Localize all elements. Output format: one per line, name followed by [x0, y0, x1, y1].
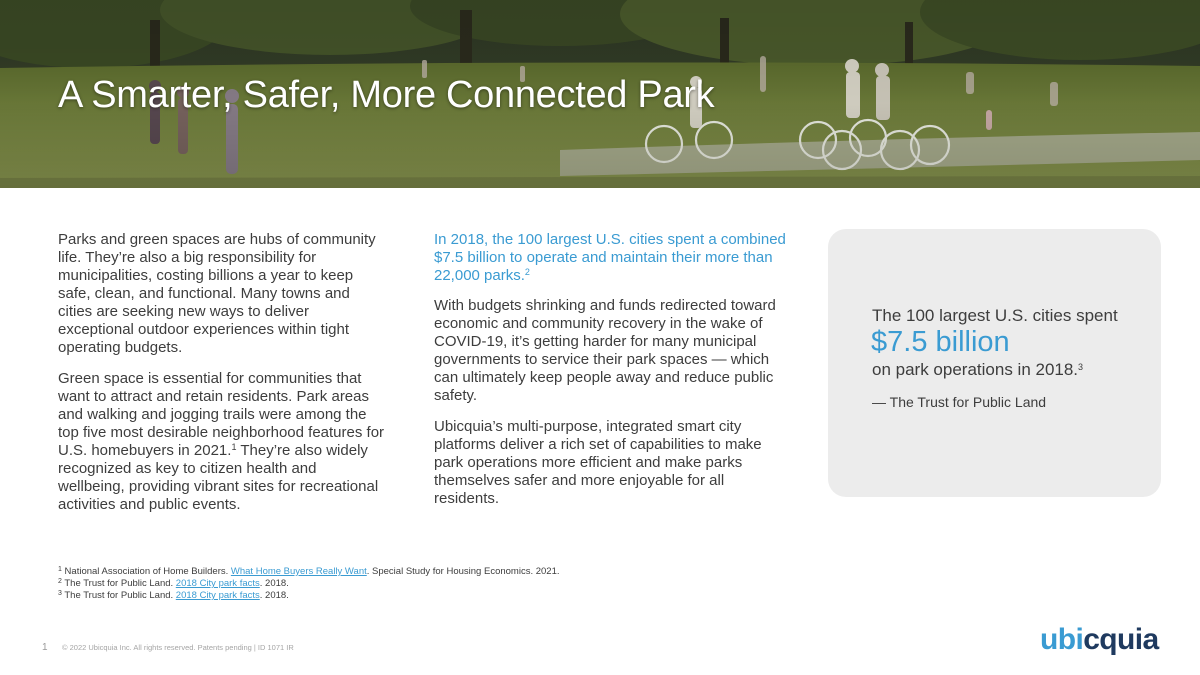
footnote-3	[58, 590, 289, 601]
platform-paragraph: Ubicquia’s multi-purpose, integrated smart city platforms deliver a rich set of capabilities to make park operations more efficient and make parks themselves safer and more enjoyable for all residents.	[434, 418, 762, 507]
footnote-text: The Trust for Public Land.	[64, 578, 176, 589]
footnote-ref-2: 2	[524, 267, 530, 277]
page-number: 1	[42, 642, 48, 653]
green-space-text-continued: They’re also widely recognized as key to citizen health and wellbeing, providing vibrant sites for recreational activities and public events.	[58, 442, 379, 513]
logo-text-ubi: ubi	[1040, 623, 1084, 656]
footnote-text: The Trust for Public Land.	[64, 590, 176, 601]
footnote-link[interactable]: What Home Buyers Really Want	[230, 566, 367, 577]
stat-intro: The 100 largest U.S. cities spent	[872, 306, 1118, 325]
footnote-text: National Association of Home Builders.	[64, 566, 231, 577]
logo-wordmark	[1040, 622, 1159, 658]
footnote-text: . Special Study for Housing Economics. 2021.	[366, 566, 560, 577]
stat-outro-text: on park operations in 2018.	[872, 360, 1079, 379]
footnote-2	[58, 578, 289, 589]
footnote-link[interactable]: 2018 City park facts	[175, 578, 260, 589]
logo-text-cquia: cquia	[1083, 623, 1159, 656]
footnote-ref-1: 1	[231, 442, 237, 452]
stat-outro	[872, 360, 1083, 380]
footnote-1	[58, 566, 560, 577]
copyright-notice: © 2022 Ubicquia Inc. All rights reserved. Patents pending | ID 1071 IR	[62, 643, 294, 652]
highlight-paragraph	[434, 231, 788, 285]
intro-paragraph: Parks and green spaces are hubs of community life. They’re also a big responsibility for municipalities, costing billions a year to keep safe, clean, and functional. Many towns and cities are seeking new ways to deliver exceptional outdoor experiences within tight operating budgets.	[58, 231, 376, 356]
footnote-ref-3: 3	[1078, 362, 1084, 372]
stat-value: $7.5 billion	[871, 326, 1010, 358]
footnote-number: 3	[58, 590, 62, 597]
highlight-text: In 2018, the 100 largest U.S. cities spent a combined $7.5 billion to operate and maintain their more than 22,000 parks.	[434, 231, 786, 284]
stat-source: — The Trust for Public Land	[872, 394, 1047, 410]
stat-callout-card	[828, 229, 1161, 497]
page-title: A Smarter, Safer, More Connected Park	[58, 74, 715, 116]
footnote-link[interactable]: 2018 City park facts	[175, 590, 260, 601]
green-space-text: Green space is essential for communities that want to attract and retain residents. Park areas and walking and jogging trails were among the top five most desirable neighborhood features for U.S. homebuyers in 2021.	[58, 370, 385, 459]
footnote-number: 2	[58, 578, 62, 585]
footnote-text: . 2018.	[259, 590, 289, 601]
ubicquia-logo	[1040, 622, 1164, 658]
hero-banner	[0, 0, 1200, 188]
green-space-paragraph	[58, 370, 386, 514]
budgets-paragraph: With budgets shrinking and funds redirected toward economic and community recovery in the wake of COVID-19, it’s getting harder for many municipal governments to service their park spaces — which can ultimately keep people away and reduce public safety.	[434, 297, 776, 404]
footnote-text: . 2018.	[259, 578, 289, 589]
footnote-number: 1	[58, 566, 62, 573]
